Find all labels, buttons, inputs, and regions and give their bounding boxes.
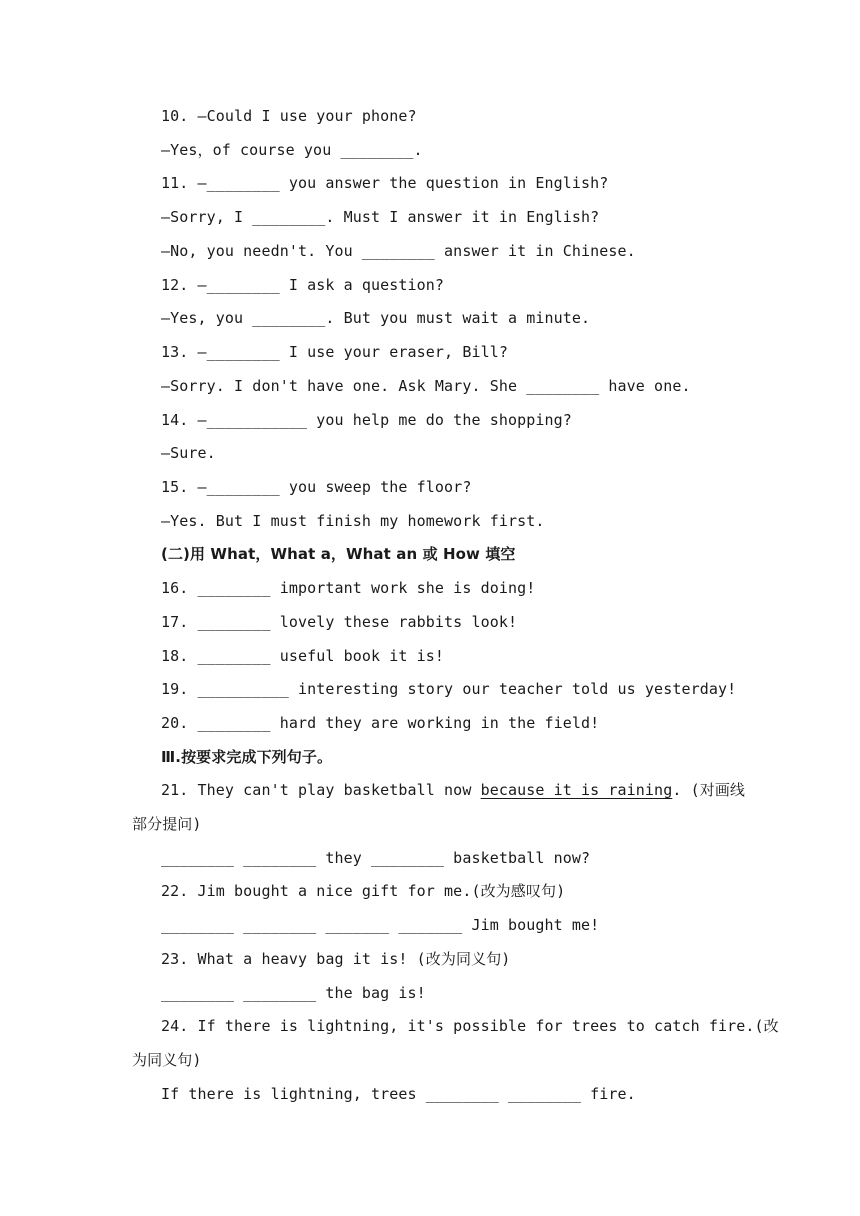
q11-answer-line: —No, you needn't. You ________ answer it in Chinese. xyxy=(161,242,636,260)
q21-instruction: . (对画线 xyxy=(672,781,746,799)
section-heading-3: Ⅲ.按要求完成下列句子。 xyxy=(161,748,333,766)
q21-text: 21. They can't play basketball now xyxy=(161,781,481,799)
q21-line xyxy=(161,779,745,801)
q12-answer-line: —Yes, you ________. But you must wait a minute. xyxy=(161,309,591,327)
q18-line: 18. ________ useful book it is! xyxy=(161,647,445,665)
q15-line: 15. —________ you sweep the floor? xyxy=(161,478,472,496)
q21-instruction-cont: 部分提问) xyxy=(132,815,202,833)
q14-line: 14. —___________ you help me do the shopping? xyxy=(161,411,572,429)
q24-instruction-cont: 为同义句) xyxy=(132,1051,202,1069)
q10-answer-line: —Yes，of course you ________. xyxy=(161,141,423,159)
q13-answer-line: —Sorry. I don't have one. Ask Mary. She ________ have one. xyxy=(161,377,691,395)
q22-line: 22. Jim bought a nice gift for me.(改为感叹句) xyxy=(161,882,566,900)
q15-answer-line: —Yes. But I must finish my homework first. xyxy=(161,512,545,530)
q17-line: 17. ________ lovely these rabbits look! xyxy=(161,613,518,631)
q23-answer-line: ________ ________ the bag is! xyxy=(161,984,426,1002)
q11-line: 11. —________ you answer the question in English? xyxy=(161,174,609,192)
q21-underlined-text: because it is raining xyxy=(480,781,673,799)
q11-reply-line: —Sorry, I ________. Must I answer it in English? xyxy=(161,208,600,226)
q20-line: 20. ________ hard they are working in the field! xyxy=(161,714,600,732)
section-heading-2: (二)用 What，What a，What an 或 How 填空 xyxy=(161,545,516,563)
q24-line: 24. If there is lightning, it's possible for trees to catch fire.(改 xyxy=(161,1017,779,1035)
q10-line: 10. —Could I use your phone? xyxy=(161,107,417,125)
q19-line: 19. __________ interesting story our teacher told us yesterday! xyxy=(161,680,737,698)
q16-line: 16. ________ important work she is doing! xyxy=(161,579,536,597)
q13-line: 13. —________ I use your eraser, Bill? xyxy=(161,343,508,361)
q23-line: 23. What a heavy bag it is! (改为同义句) xyxy=(161,950,511,968)
q21-answer-line: ________ ________ they ________ basketball now? xyxy=(161,849,591,867)
q22-answer-line: ________ ________ _______ _______ Jim bought me! xyxy=(161,916,600,934)
q24-answer-line: If there is lightning, trees ________ ________ fire. xyxy=(161,1085,636,1103)
q14-answer-line: —Sure. xyxy=(161,444,216,462)
q12-line: 12. —________ I ask a question? xyxy=(161,276,445,294)
